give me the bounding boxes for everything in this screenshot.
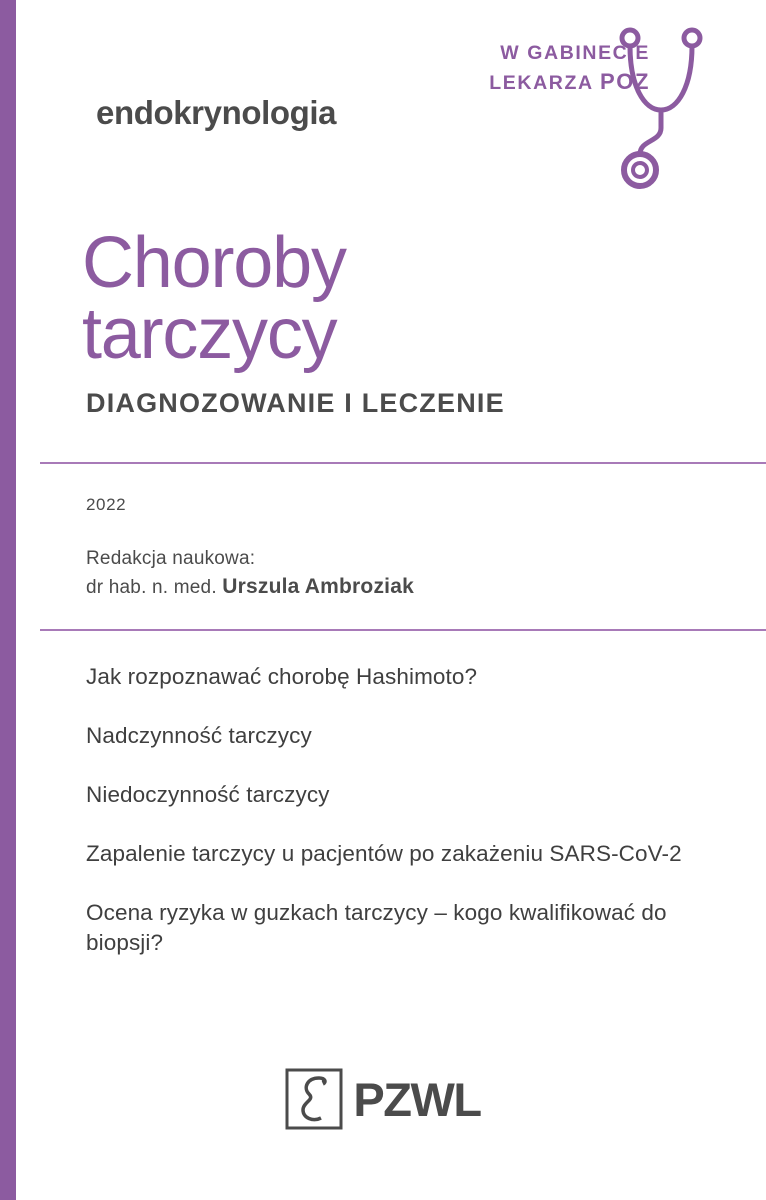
stethoscope-icon bbox=[600, 24, 730, 194]
list-item: Jak rozpoznawać chorobę Hashimoto? bbox=[86, 664, 478, 689]
left-accent-bar bbox=[0, 0, 16, 1200]
title-line-2: tarczycy bbox=[82, 293, 337, 374]
page-subtitle: DIAGNOZOWANIE I LECZENIE bbox=[86, 388, 505, 418]
series-badge bbox=[450, 24, 730, 204]
editor-label: Redakcja naukowa: bbox=[86, 548, 256, 569]
series-line-1: W GABINECIE bbox=[500, 42, 650, 64]
editor-degree: dr hab. n. med. bbox=[86, 577, 223, 598]
publication-year: 2022 bbox=[86, 495, 127, 514]
publisher-logo bbox=[0, 1068, 766, 1130]
editor-fullname: Urszula Ambroziak bbox=[222, 575, 414, 598]
page-title bbox=[82, 223, 346, 374]
series-line-3: POZ bbox=[599, 68, 650, 94]
publisher-name: PZWL bbox=[353, 1072, 481, 1126]
divider-bottom bbox=[40, 629, 766, 631]
divider-top bbox=[40, 462, 766, 464]
topics-list bbox=[86, 662, 706, 958]
list-item: Ocena ryzyka w guzkach tarczycy – kogo kwalifikować do biopsji? bbox=[86, 899, 667, 955]
list-item: Nadczynność tarczycy bbox=[86, 722, 312, 748]
list-item: Niedoczynność tarczycy bbox=[86, 781, 330, 807]
series-line-2: LEKARZA bbox=[489, 71, 593, 94]
list-item: Zapalenie tarczycy u pacjentów po zakażeniu SARS-CoV-2 bbox=[86, 840, 682, 866]
pzwl-snake-icon bbox=[285, 1068, 343, 1130]
title-line-1: Choroby bbox=[82, 223, 346, 303]
editor-name bbox=[86, 575, 414, 599]
page-category: endokrynologia bbox=[96, 94, 337, 131]
